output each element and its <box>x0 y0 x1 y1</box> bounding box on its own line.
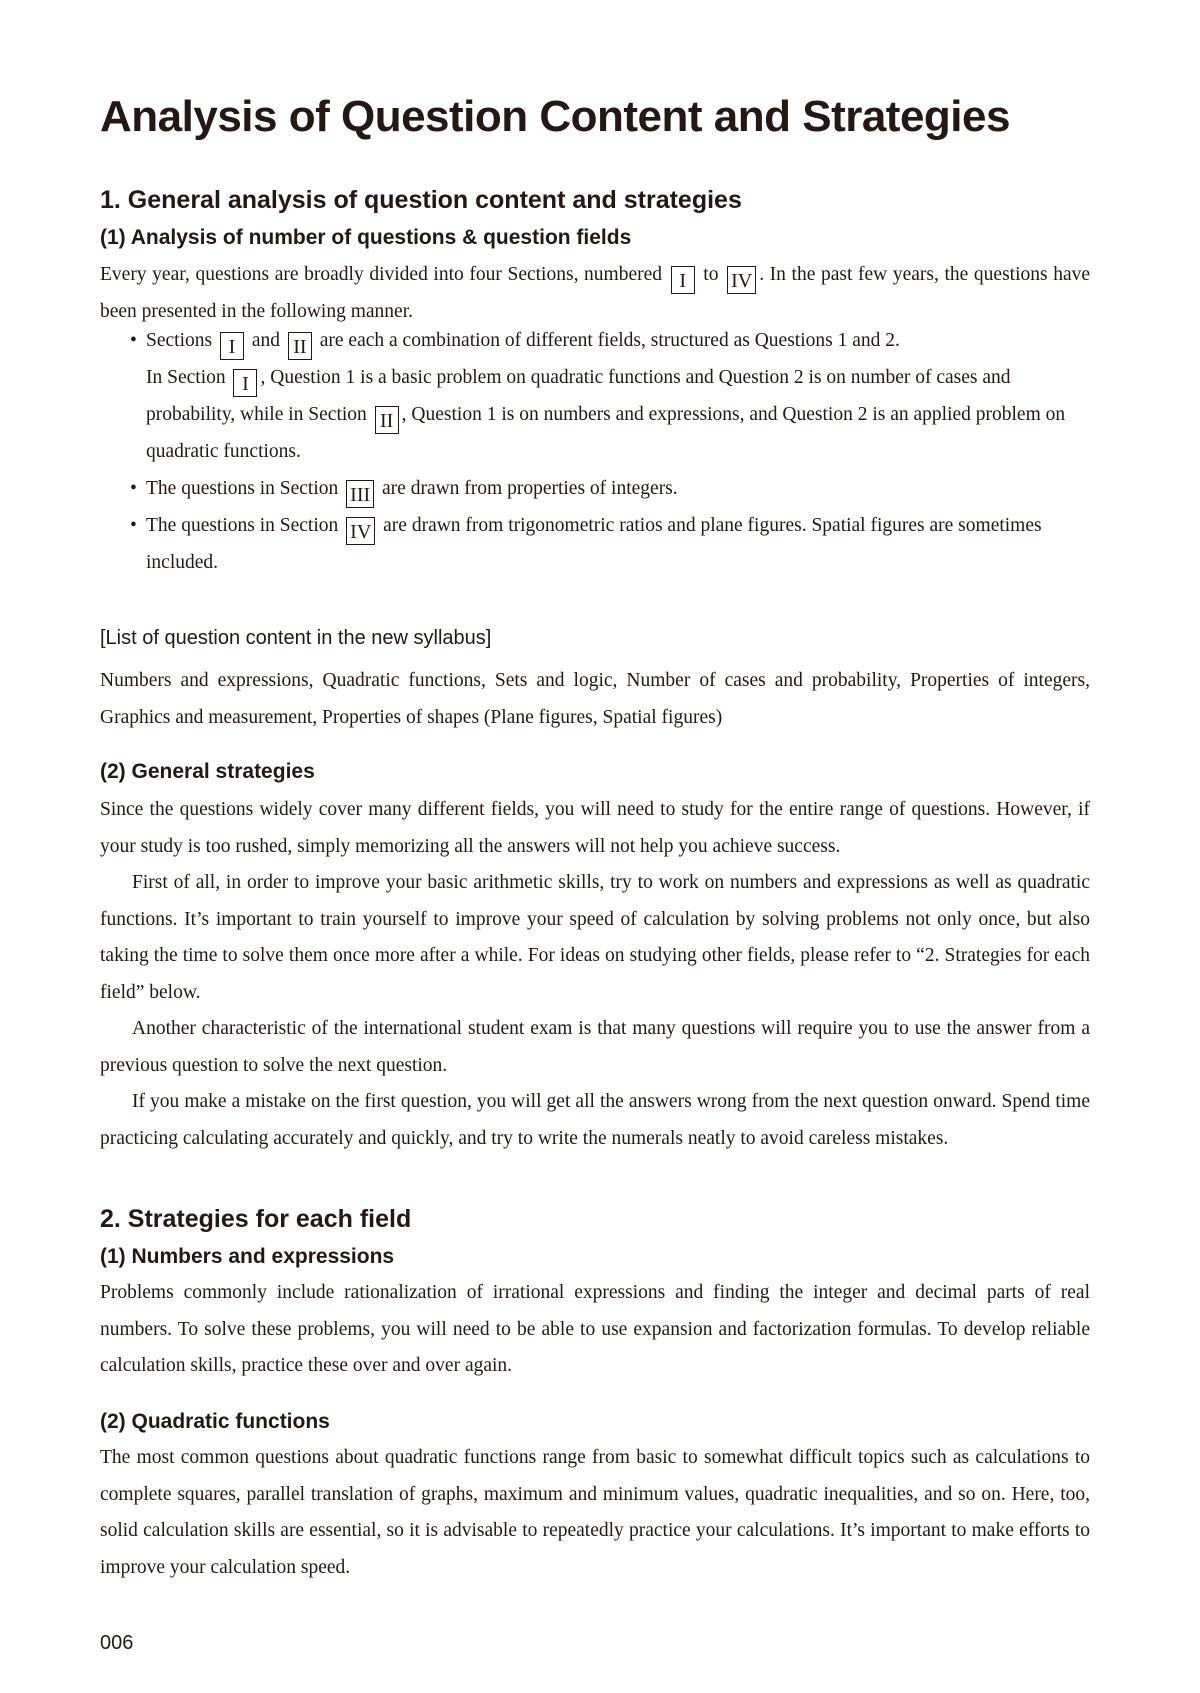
bullet-text: and <box>251 330 280 351</box>
bullet-text: The questions in Section <box>146 477 339 499</box>
syllabus-list-text: Numbers and expressions, Quadratic functions, Sets and logic, Number of cases and probability, Properties of integers, Graphics and measurement, Properties of shapes (Plane figures, Spatial figures) <box>100 670 1090 728</box>
section-1-1-intro <box>100 257 1090 331</box>
section-2-1-heading: (1) Numbers and expressions <box>100 1245 395 1268</box>
list-item <box>130 471 1090 508</box>
section-1-heading: 1. General analysis of question content and strategies <box>100 186 742 214</box>
bullet-text: Sections <box>146 330 213 351</box>
section-structure-list <box>130 323 1090 581</box>
section-numeral-box: I <box>220 332 244 360</box>
section-numeral-box: IV <box>346 517 375 545</box>
section-numeral-box: I <box>233 369 257 397</box>
bullet-text: are each a combination of different fields, structured as Questions 1 and 2. <box>319 330 900 351</box>
intro-text-b: . In the past few years, the questions have been presented in the following manner. <box>100 264 1091 322</box>
section-numeral-box: IV <box>727 266 756 294</box>
bullet-text: In Section <box>146 367 226 388</box>
section-numeral-box: II <box>288 332 312 360</box>
strategy-paragraph: Another characteristic of the international student exam is that many questions will require you to use the answer from a previous question to solve the next question. <box>100 1018 1090 1076</box>
intro-text-a: Every year, questions are broadly divided into four Sections, numbered <box>100 264 663 285</box>
section-numeral-box: III <box>346 480 374 508</box>
quadratic-functions-text: The most common questions about quadratic functions range from basic to somewhat difficult topics such as calculations to complete squares, parallel translation of graphs, maximum and minimum values, quadratic inequalities, and so on. Here, too, solid calculation skills are essential, so it is advisable to repeatedly practice your calculations. It’s important to make efforts to improve your calculation speed. <box>100 1447 1090 1578</box>
bullet-text: are drawn from trigonometric ratios and plane figures. Spatial figures are sometimes included. <box>146 514 1042 573</box>
section-2-heading: 2. Strategies for each field <box>100 1205 412 1233</box>
section-1-2-heading: (2) General strategies <box>100 760 315 783</box>
bullet-icon: • <box>130 514 137 536</box>
section-2-2-heading: (2) Quadratic functions <box>100 1410 330 1433</box>
bullet-icon: • <box>130 330 137 351</box>
strategy-paragraph: Since the questions widely cover many different fields, you will need to study for the entire range of questions. However, if your study is too rushed, simply memorizing all the answers will not help you achieve success. <box>100 799 1090 857</box>
syllabus-heading: [List of question content in the new syllabus] <box>100 627 492 649</box>
strategy-paragraph: First of all, in order to improve your basic arithmetic skills, try to work on numbers and expressions as well as quadratic functions. It’s important to train yourself to improve your speed of calculation by solving problems not only once, but also taking the time to solve them once more after a while. For ideas on studying other fields, please refer to “2. Strategies for each field” below. <box>100 872 1090 1003</box>
list-item <box>130 508 1090 582</box>
section-numeral-box: II <box>375 406 399 434</box>
intro-text-to: to <box>703 264 719 285</box>
section-1-1-heading: (1) Analysis of number of questions & question fields <box>100 226 632 249</box>
bullet-text: The questions in Section <box>146 514 339 536</box>
section-numeral-box: I <box>671 266 695 294</box>
bullet-text: , Question 1 is a basic problem on quadratic functions and Question 2 is on number of cases and probability, while in Section <box>146 367 1011 425</box>
page-title: Analysis of Question Content and Strategies <box>100 92 1010 141</box>
bullet-icon: • <box>130 477 137 499</box>
bullet-text: are drawn from properties of integers. <box>382 477 678 499</box>
strategy-paragraph: If you make a mistake on the first question, you will get all the answers wrong from the next question onward. Spend time practicing calculating accurately and quickly, and try to write the numerals neatly to avoid careless mistakes. <box>100 1091 1090 1149</box>
bullet-continuation <box>146 360 1090 471</box>
page-number: 006 <box>100 1632 134 1654</box>
list-item <box>130 323 1090 471</box>
bullet-text: , Question 1 is on numbers and expressions, and Question 2 is an applied problem on quadratic functions. <box>146 404 1066 462</box>
numbers-expressions-text: Problems commonly include rationalization of irrational expressions and finding the integer and decimal parts of real numbers. To solve these problems, you will need to be able to use expansion and factorization formulas. To develop reliable calculation skills, practice these over and over again. <box>100 1282 1090 1376</box>
